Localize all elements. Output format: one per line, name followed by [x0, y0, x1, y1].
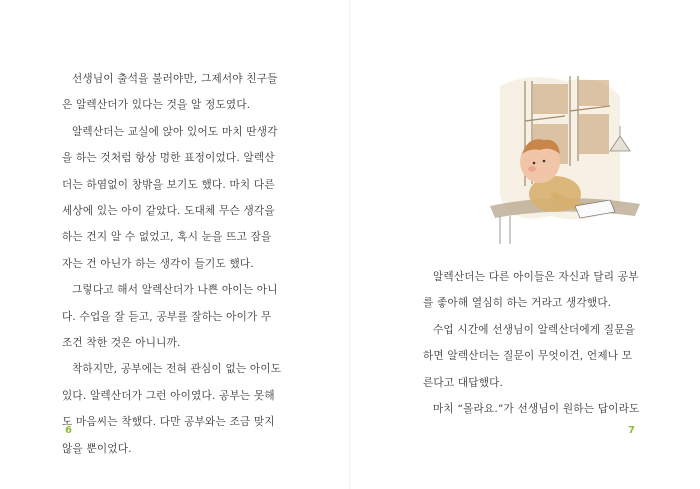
text-line: 세상에 있는 아이 같았다. 도대체 무슨 생각을 [62, 205, 275, 218]
boy-at-desk-illustration [470, 66, 660, 251]
text-line: 알렉산더는 교실에 앉아 있어도 마치 딴생각 [72, 125, 278, 138]
text-line: 착하지만, 공부에는 전혀 관심이 없는 아이도 [72, 363, 282, 376]
text-line: 자는 건 아닌가 하는 생각이 들기도 했다. [62, 257, 254, 270]
page-number-left: 6 [65, 425, 72, 436]
left-page-text [62, 66, 284, 462]
text-line: 도 마음씨는 착했다. 다만 공부와는 조금 맞지 [62, 416, 275, 429]
text-line: 있다. 알렉산더가 그런 아이였다. 공부는 못해 [62, 389, 275, 402]
right-page-text [423, 264, 643, 422]
text-line: 수업 시간에 선생님이 알렉산더에게 질문을 [433, 323, 636, 336]
text-line: 을 하는 것처럼 항상 멍한 표정이었다. 알렉산 [62, 152, 275, 165]
text-line: 않을 뿐이었다. [62, 442, 132, 455]
text-line: 다. 수업을 잘 듣고, 공부를 잘하는 아이가 무 [62, 310, 272, 323]
text-line: 조건 착한 것은 아니니까. [62, 337, 181, 350]
text-line: 를 좋아해 열심히 하는 거라고 생각했다. [423, 297, 612, 310]
text-line: 더는 하염없이 창밖을 보기도 했다. 마치 다른 [62, 178, 275, 191]
text-line: 알렉산더는 다른 아이들은 자신과 달리 공부 [433, 271, 639, 283]
text-line: 하는 건지 알 수 없었고, 혹시 눈을 뜨고 잠을 [62, 231, 272, 244]
text-line: 마치 “몰라요.”가 선생님이 원하는 답이라도 [433, 403, 640, 416]
text-line: 그렇다고 해서 알렉산더가 나쁜 아이는 아니 [72, 284, 278, 297]
text-line: 선생님이 출석을 불러야만, 그제서야 친구들 [72, 73, 278, 85]
text-line: 은 알렉산더가 있다는 것을 알 정도였다. [62, 99, 251, 112]
text-line: 하면 알렉산더는 질문이 무엇이건, 언제나 모 [423, 350, 633, 363]
page-number-right: 7 [628, 425, 635, 436]
text-line: 른다고 대답했다. [423, 376, 504, 389]
